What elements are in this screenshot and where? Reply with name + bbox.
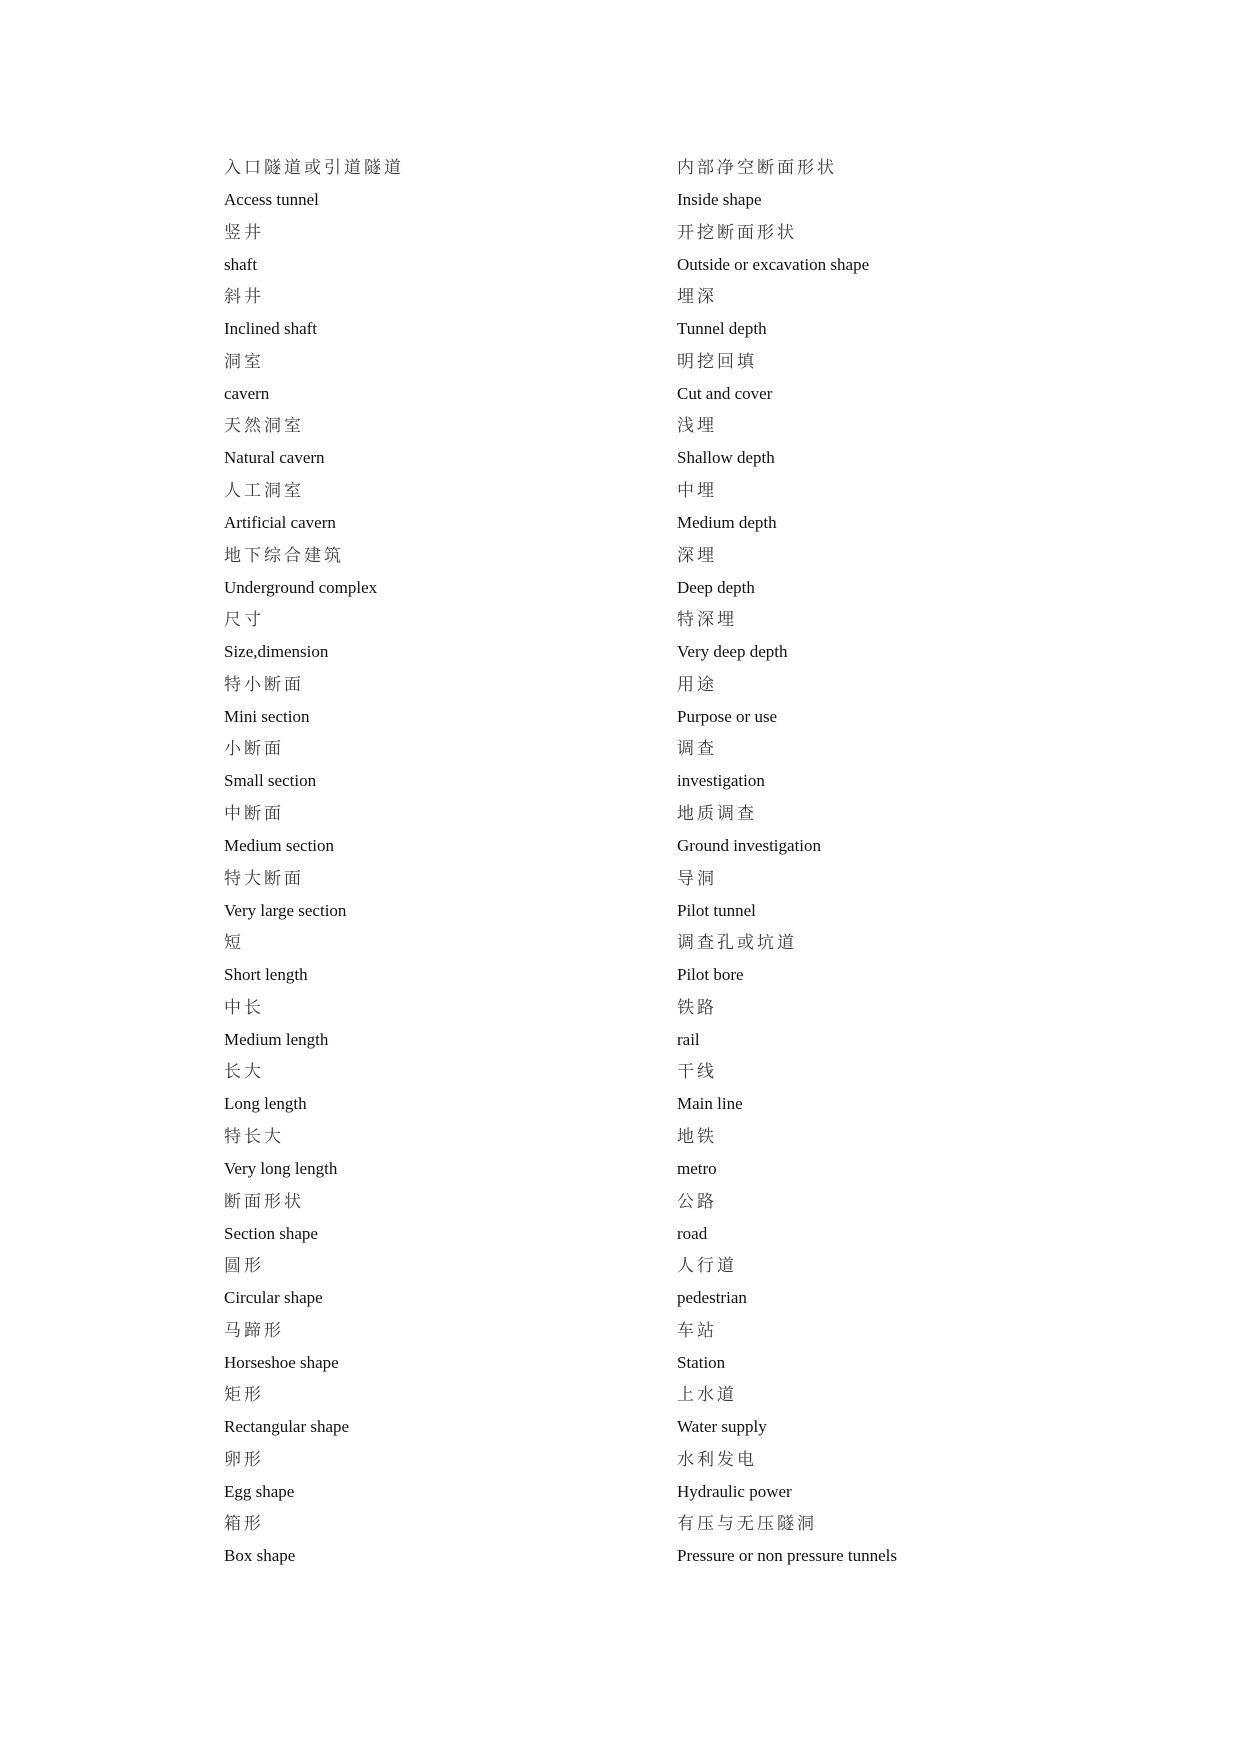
chinese-term: 深埋 <box>677 545 717 566</box>
glossary-entry <box>677 1379 1147 1444</box>
glossary-entry <box>677 798 1147 863</box>
english-term: Underground complex <box>224 577 378 597</box>
chinese-term: 特大断面 <box>224 868 304 889</box>
english-term: Very large section <box>224 900 347 920</box>
english-term: Main line <box>677 1094 743 1114</box>
glossary-entry <box>677 927 1147 992</box>
chinese-term: 铁路 <box>677 997 717 1018</box>
english-term: shaft <box>224 254 258 274</box>
english-term: Outside or excavation shape <box>677 254 870 274</box>
glossary-entry <box>677 152 1147 217</box>
english-term: Deep depth <box>677 577 755 597</box>
chinese-term: 圆形 <box>224 1256 264 1277</box>
glossary-entry <box>677 1250 1147 1315</box>
english-term: Short length <box>224 965 308 985</box>
glossary-entry <box>224 1250 694 1315</box>
glossary-entry <box>224 1444 694 1509</box>
chinese-term: 有压与无压隧洞 <box>677 1514 817 1535</box>
glossary-entry <box>224 1315 694 1380</box>
english-term: Egg shape <box>224 1481 295 1501</box>
glossary-entry <box>224 1186 694 1251</box>
glossary-entry <box>224 152 694 217</box>
chinese-term: 竖井 <box>224 222 264 243</box>
english-term: Tunnel depth <box>677 319 767 339</box>
english-term: rail <box>677 1029 700 1049</box>
english-term: Inside shape <box>677 190 762 209</box>
chinese-term: 断面形状 <box>224 1191 304 1212</box>
english-term: Water supply <box>677 1417 767 1437</box>
english-term: Pilot tunnel <box>677 900 756 920</box>
chinese-term: 卵形 <box>224 1449 264 1470</box>
chinese-term: 小断面 <box>224 739 284 760</box>
english-term: Medium section <box>224 835 335 855</box>
chinese-term: 中断面 <box>224 803 284 824</box>
chinese-term: 内部净空断面形状 <box>677 158 837 178</box>
chinese-term: 用途 <box>677 674 717 695</box>
english-term: Access tunnel <box>224 190 319 209</box>
english-term: Cut and cover <box>677 383 773 403</box>
chinese-term: 入口隧道或引道隧道 <box>224 158 404 178</box>
chinese-term: 中埋 <box>677 480 717 501</box>
chinese-term: 埋深 <box>677 287 717 308</box>
glossary-entry <box>224 1508 694 1573</box>
english-term: Station <box>677 1352 726 1372</box>
glossary-entry <box>677 1056 1147 1121</box>
glossary-entry <box>677 217 1147 282</box>
english-term: Section shape <box>224 1223 318 1243</box>
glossary-entry <box>677 540 1147 605</box>
english-term: road <box>677 1223 708 1243</box>
english-term: Small section <box>224 771 317 791</box>
glossary-entry <box>677 1508 1147 1573</box>
chinese-term: 洞室 <box>224 351 264 372</box>
english-term: Horseshoe shape <box>224 1352 339 1372</box>
glossary-entry <box>677 992 1147 1057</box>
chinese-term: 尺寸 <box>224 610 264 631</box>
chinese-term: 地铁 <box>677 1126 717 1147</box>
english-term: Very deep depth <box>677 642 788 662</box>
glossary-right-column <box>677 152 1147 1573</box>
chinese-term: 调查 <box>677 739 717 760</box>
chinese-term: 短 <box>224 933 244 954</box>
glossary-entry <box>224 281 694 346</box>
glossary-entry <box>224 1056 694 1121</box>
chinese-term: 长大 <box>224 1062 264 1083</box>
glossary-entry <box>224 927 694 992</box>
glossary-entry <box>677 1121 1147 1186</box>
chinese-term: 特深埋 <box>677 610 737 631</box>
glossary-entry <box>224 604 694 669</box>
chinese-term: 水利发电 <box>677 1449 757 1470</box>
glossary-entry <box>677 863 1147 928</box>
english-term: Circular shape <box>224 1288 323 1308</box>
glossary-entry <box>224 410 694 475</box>
chinese-term: 矩形 <box>224 1385 264 1406</box>
chinese-term: 地下综合建筑 <box>224 545 344 566</box>
english-term: Natural cavern <box>224 448 325 468</box>
glossary-entry <box>677 1444 1147 1509</box>
chinese-term: 上水道 <box>677 1385 737 1406</box>
chinese-term: 马蹄形 <box>224 1320 284 1341</box>
glossary-entry <box>224 992 694 1057</box>
glossary-entry <box>224 1379 694 1444</box>
glossary-entry <box>224 217 694 282</box>
english-term: investigation <box>677 771 765 791</box>
chinese-term: 天然洞室 <box>224 416 304 437</box>
glossary-entry <box>224 733 694 798</box>
chinese-term: 中长 <box>224 997 264 1018</box>
chinese-term: 箱形 <box>224 1514 264 1535</box>
chinese-term: 公路 <box>677 1191 717 1212</box>
chinese-term: 车站 <box>677 1320 717 1341</box>
english-term: cavern <box>224 383 270 403</box>
chinese-term: 开挖断面形状 <box>677 222 797 243</box>
english-term: Very long length <box>224 1158 338 1178</box>
english-term: metro <box>677 1158 717 1178</box>
glossary-entry <box>677 669 1147 734</box>
chinese-term: 浅埋 <box>677 416 717 437</box>
chinese-term: 干线 <box>677 1062 717 1083</box>
english-term: Box shape <box>224 1546 296 1566</box>
glossary-entry <box>677 410 1147 475</box>
english-term: Medium length <box>224 1029 329 1049</box>
glossary-entry <box>224 863 694 928</box>
glossary-entry <box>677 733 1147 798</box>
glossary-entry <box>224 1121 694 1186</box>
english-term: Artificial cavern <box>224 512 336 532</box>
english-term: Medium depth <box>677 512 777 532</box>
chinese-term: 明挖回填 <box>677 351 757 372</box>
chinese-term: 地质调查 <box>677 803 757 824</box>
chinese-term: 导洞 <box>677 868 717 889</box>
english-term: Shallow depth <box>677 448 775 468</box>
glossary-entry <box>677 604 1147 669</box>
glossary-entry <box>677 1186 1147 1251</box>
chinese-term: 人工洞室 <box>224 480 304 501</box>
english-term: Pilot bore <box>677 965 744 985</box>
glossary-entry <box>677 346 1147 411</box>
glossary-left-column <box>224 152 694 1573</box>
english-term: Ground investigation <box>677 835 822 855</box>
english-term: Hydraulic power <box>677 1481 792 1501</box>
glossary-entry <box>677 1315 1147 1380</box>
chinese-term: 斜井 <box>224 287 264 308</box>
chinese-term: 特小断面 <box>224 674 304 695</box>
english-term: Pressure or non pressure tunnels <box>677 1546 898 1566</box>
english-term: Mini section <box>224 706 310 726</box>
glossary-entry <box>224 540 694 605</box>
glossary-entry <box>224 346 694 411</box>
english-term: Purpose or use <box>677 706 778 726</box>
english-term: pedestrian <box>677 1288 747 1308</box>
english-term: Inclined shaft <box>224 319 317 339</box>
chinese-term: 特长大 <box>224 1126 284 1147</box>
glossary-entry <box>677 281 1147 346</box>
glossary-entry <box>224 475 694 540</box>
english-term: Rectangular shape <box>224 1417 350 1437</box>
glossary-entry <box>224 669 694 734</box>
chinese-term: 调查孔或坑道 <box>677 933 797 954</box>
english-term: Long length <box>224 1094 307 1114</box>
glossary-entry <box>677 475 1147 540</box>
chinese-term: 人行道 <box>677 1256 737 1277</box>
english-term: Size,dimension <box>224 642 329 662</box>
glossary-entry <box>224 798 694 863</box>
